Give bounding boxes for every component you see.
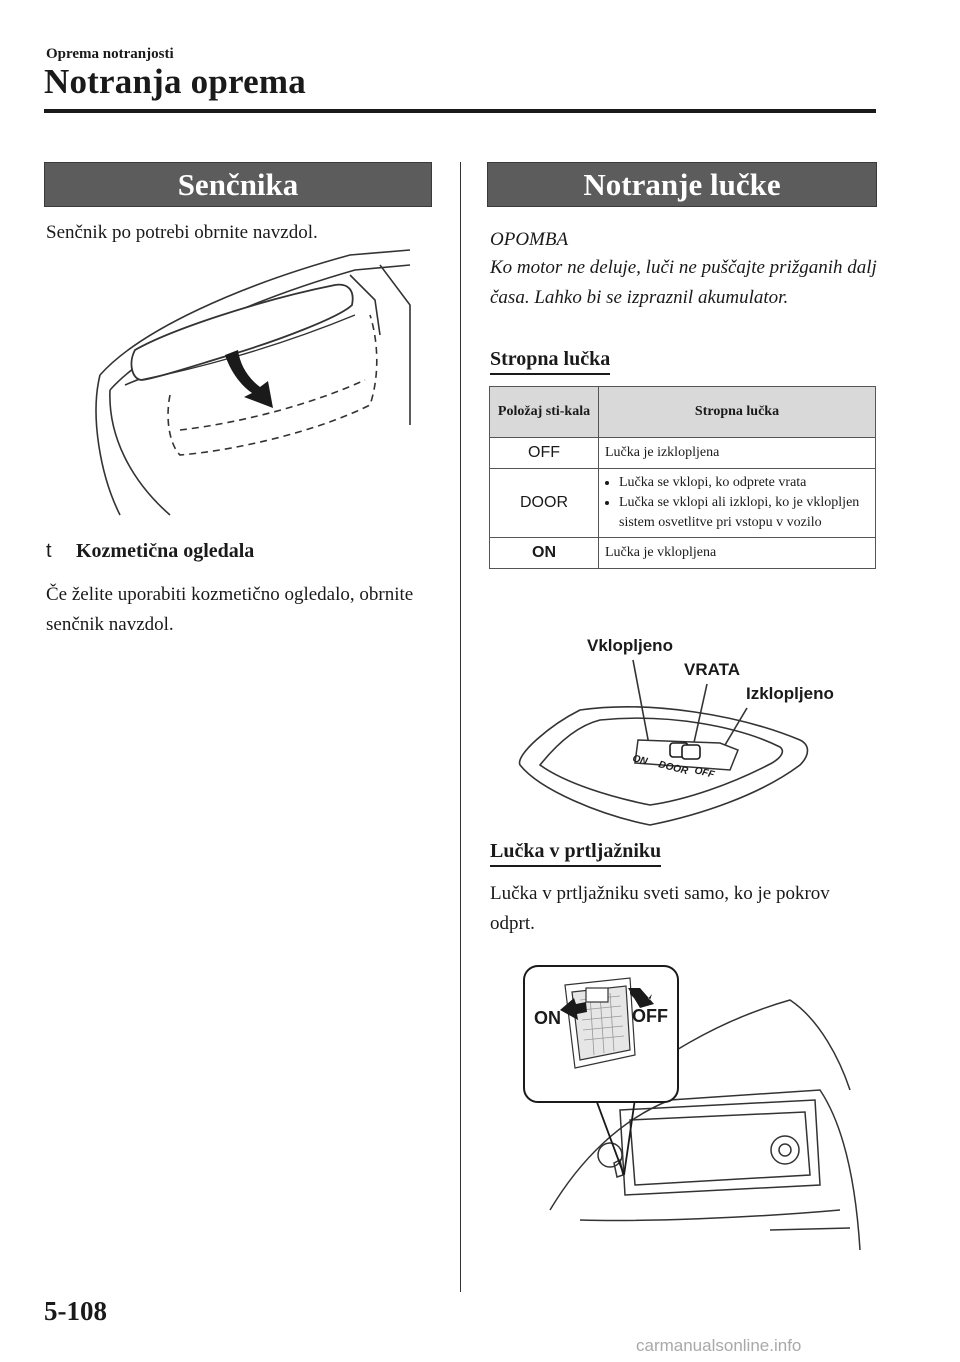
list-item: • Lučka se vklopi ali izklopi, ko je vklopljen sistem osvetlitve pri vstopu v vozilo (619, 493, 869, 533)
position-on: ON (490, 538, 599, 569)
page-number: 5-108 (44, 1296, 107, 1326)
note-text: Ko motor ne deluje, luči ne puščajte prižganih dalj časa. Lahko bi se izpraznil akumulator. (490, 257, 877, 308)
ceiling-light-table (489, 386, 876, 569)
vanity-mirror-text: Če želite uporabiti kozmetično ogledalo, obrnite senčnik navzdol. (46, 584, 414, 635)
page-title: Notranja oprema (44, 62, 306, 101)
desc-on: Lučka je vklopljena (599, 538, 876, 569)
vanity-mirror-heading: Kozmetična ogledala (76, 540, 255, 562)
section-band-interior-lights: Notranje lučke (487, 162, 877, 207)
table-header-position: Položaj sti-kala (490, 387, 599, 438)
section-band-sun-visors: Senčnika (44, 162, 432, 207)
table-header-light: Stropna lučka (599, 387, 876, 438)
header-rule (44, 109, 876, 113)
trunk-light-text: Lučka v prtljažniku sveti samo, ko je pokrov odprt. (490, 883, 830, 934)
label-off: Izklopljeno (746, 684, 834, 703)
list-item: • Lučka se vklopi, ko odprete vrata (619, 473, 869, 493)
label-door: VRATA (684, 660, 741, 679)
table-row (490, 469, 876, 538)
switch-text-on: ON (631, 753, 649, 768)
table-row (490, 438, 876, 469)
watermark: carmanualsonline.info (636, 1336, 802, 1355)
switch-text-door: DOOR (657, 759, 690, 778)
trunk-label-on: ON (534, 1008, 561, 1028)
bullet-marker: t (46, 540, 52, 562)
sun-visor-illustration (80, 245, 420, 520)
ceiling-light-heading: Stropna lučka (490, 348, 610, 375)
position-door: DOOR (490, 469, 599, 538)
table-row (490, 538, 876, 569)
section-label: Oprema notranjosti (46, 46, 174, 62)
note-title: OPOMBA (490, 229, 569, 250)
label-on: Vklopljeno (587, 636, 673, 655)
desc-off: Lučka je izklopljena (599, 438, 876, 469)
trunk-light-heading: Lučka v prtljažniku (490, 840, 661, 867)
column-divider (460, 162, 461, 1292)
trunk-label-off: OFF (632, 1006, 668, 1026)
desc-door (599, 469, 876, 538)
ceiling-light-illustration (510, 655, 840, 835)
switch-text-off: OFF (693, 765, 716, 781)
sun-visor-intro: Senčnik po potrebi obrnite navzdol. (46, 222, 318, 243)
position-off: OFF (490, 438, 599, 469)
trunk-light-illustration (520, 960, 870, 1260)
